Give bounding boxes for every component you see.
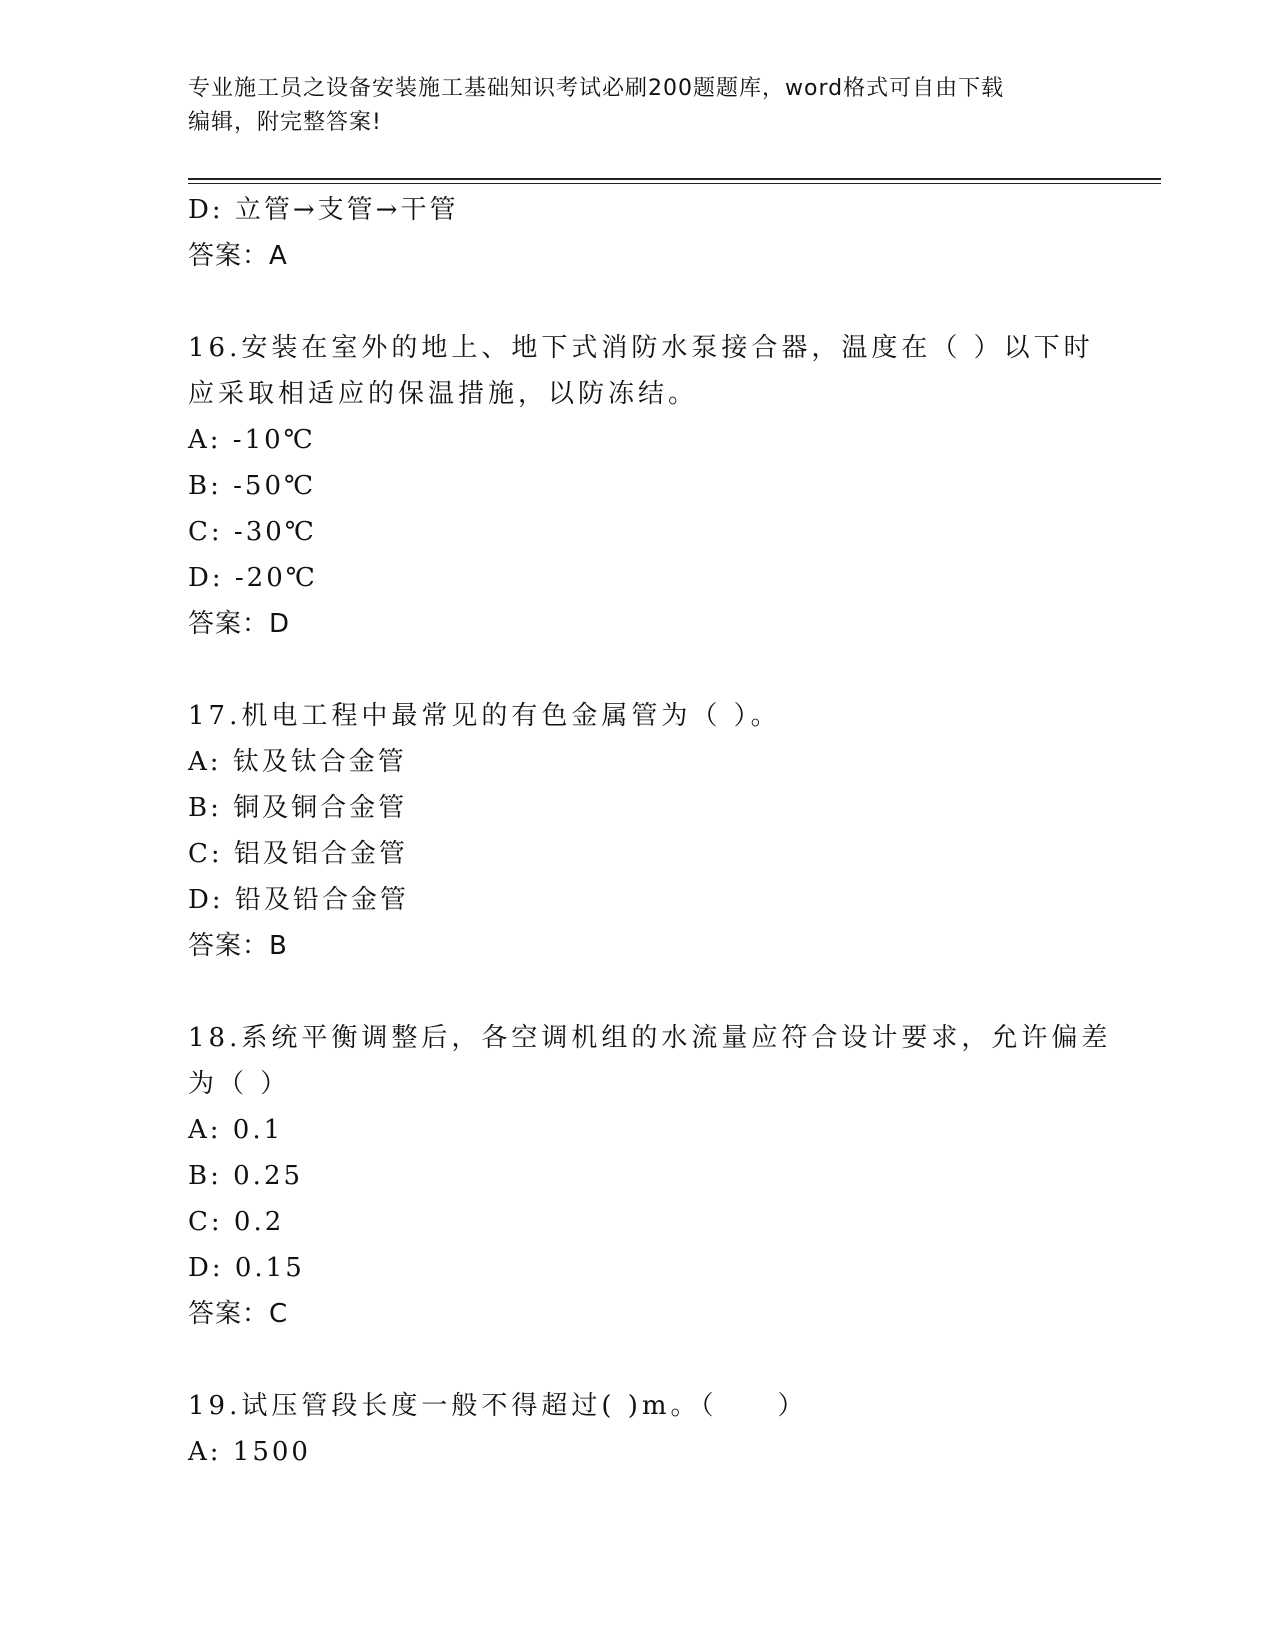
q17-option-d: D: 铅及铅合金管 — [188, 885, 409, 915]
q19-option-a: A: 1500 — [188, 1437, 311, 1467]
prev-answer: 答案：A — [188, 241, 288, 271]
q16-option-c: C: -30℃ — [188, 517, 317, 547]
header-divider-thin — [188, 183, 1161, 184]
q17-option-b: B: 铜及铜合金管 — [188, 793, 408, 823]
q16-option-d: D: -20℃ — [188, 563, 318, 593]
prev-option-d: D: 立管→支管→干管 — [188, 195, 459, 225]
q16-option-b: B: -50℃ — [188, 471, 317, 501]
q18-answer: 答案：C — [188, 1299, 289, 1329]
q18-stem-line-2: 为（ ） — [188, 1069, 291, 1099]
q17-option-a: A: 钛及钛合金管 — [188, 747, 407, 777]
document-header — [188, 72, 1088, 140]
q17-answer: 答案：B — [188, 931, 288, 961]
q19-stem-line-1: 19.试压管段长度一般不得超过( )m。（ ） — [188, 1391, 808, 1421]
header-line-1: 专业施工员之设备安装施工基础知识考试必刷200题题库，word格式可自由下载 — [188, 76, 1005, 101]
question-list — [188, 187, 1112, 1475]
header-divider-thick — [188, 178, 1161, 180]
q18-option-b: B: 0.25 — [188, 1161, 304, 1191]
q17-stem-line-1: 17.机电工程中最常见的有色金属管为（ ）。 — [188, 701, 781, 731]
q16-stem-line-2: 应采取相适应的保温措施，以防冻结。 — [188, 379, 699, 409]
header-line-2: 编辑，附完整答案! — [188, 110, 382, 135]
q18-option-a: A: 0.1 — [188, 1115, 284, 1145]
q16-answer: 答案：D — [188, 609, 291, 639]
q17-option-c: C: 铝及铝合金管 — [188, 839, 408, 869]
q18-option-d: D: 0.15 — [188, 1253, 305, 1283]
q18-option-c: C: 0.2 — [188, 1207, 285, 1237]
q18-stem-line-1: 18.系统平衡调整后，各空调机组的水流量应符合设计要求，允许偏差 — [188, 1023, 1112, 1053]
q16-option-a: A: -10℃ — [188, 425, 316, 455]
q16-stem-line-1: 16.安装在室外的地上、地下式消防水泵接合器，温度在（ ）以下时 — [188, 333, 1094, 363]
